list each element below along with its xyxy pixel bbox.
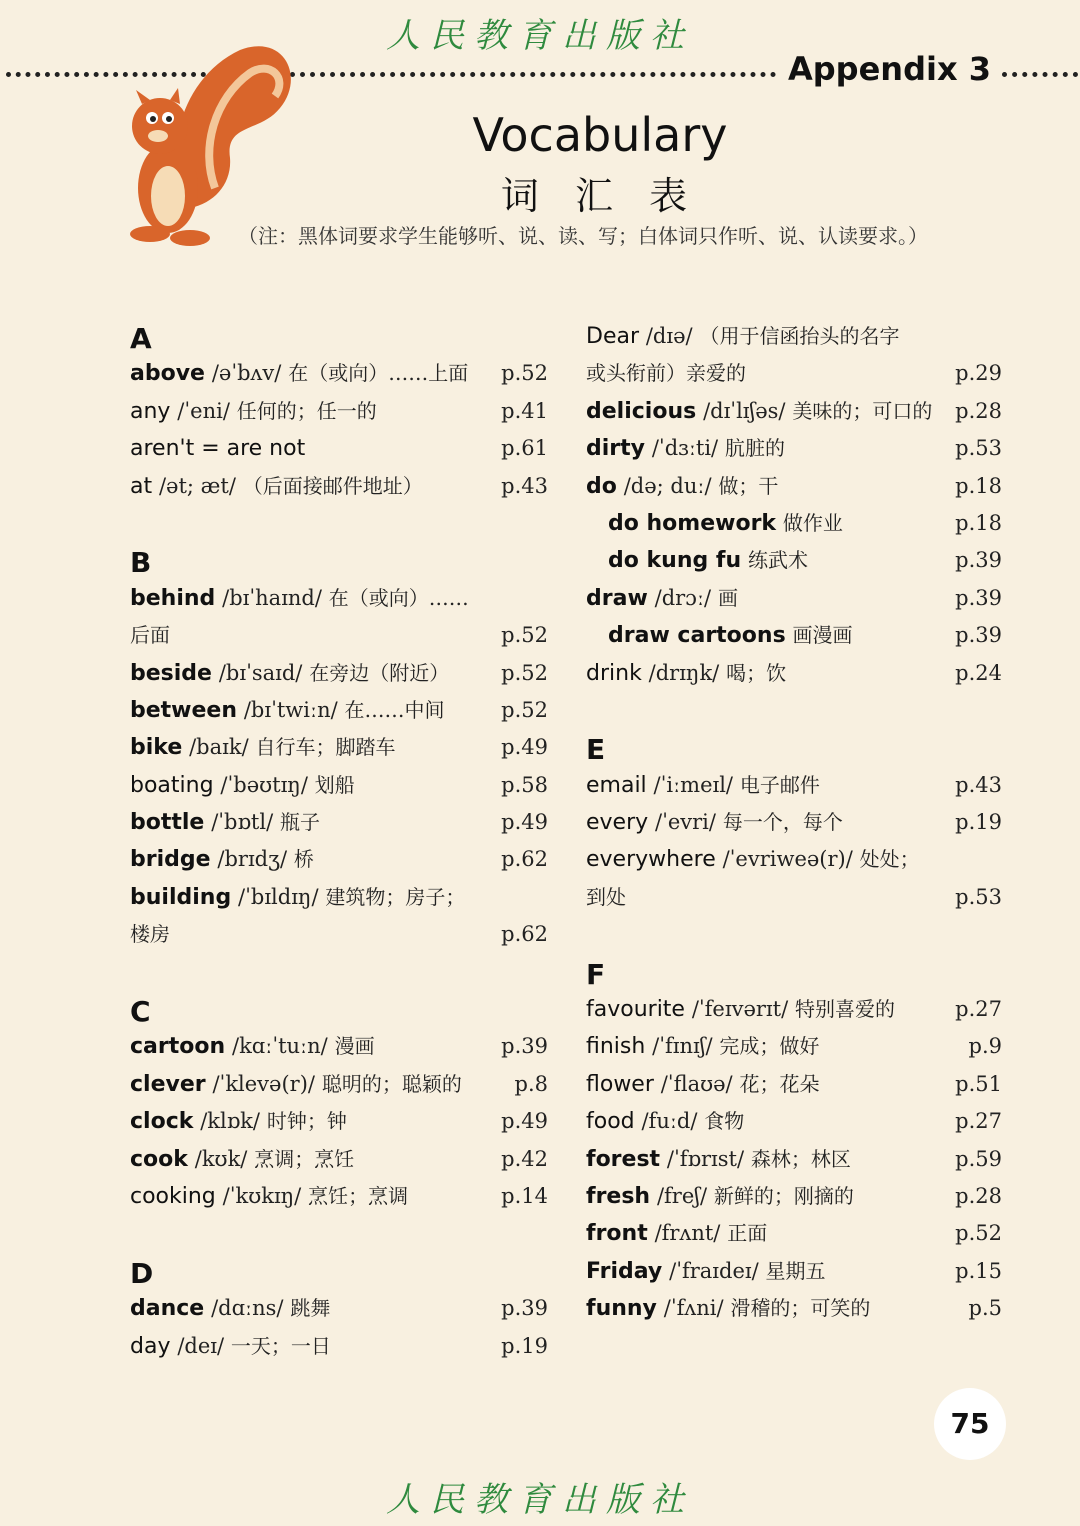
entry-page-ref: p.52 [501,623,548,648]
vocabulary-entry [586,879,1002,916]
vocabulary-entry [130,804,548,841]
entry-pronunciation: /kɑːˈtuːn/ [232,1034,328,1059]
entry-word: favourite [586,997,685,1023]
vocabulary-entry [586,1066,1002,1103]
entry-word: draw cartoons [608,623,786,649]
vocabulary-entry [130,580,548,617]
entry-page-ref: p.39 [955,585,1002,610]
entry-pronunciation: /də; duː/ [623,473,712,498]
entry-meaning: 星期五 [765,1258,826,1283]
vocabulary-entry [130,1103,548,1140]
entry-page-ref: p.14 [501,1183,548,1208]
vocabulary-entry [130,1141,548,1178]
vocabulary-entry [130,1178,548,1215]
vocabulary-entry [586,468,1002,505]
entry-word: flower [586,1071,654,1097]
entry-meaning: 滑稽的；可笑的 [730,1296,871,1321]
entry-page-ref: p.15 [955,1258,1002,1283]
vocabulary-entry [130,1290,548,1327]
vocabulary-entry [130,692,548,729]
entry-pronunciation: /ˈfɪnɪʃ/ [652,1034,713,1059]
entry-pronunciation: /ˈiːmeɪl/ [653,772,734,797]
entry-pronunciation: /freʃ/ [656,1183,708,1208]
entry-pronunciation: /ət; æt/ [158,473,236,498]
entry-page-ref: p.39 [955,548,1002,573]
entry-page-ref: p.49 [501,735,548,760]
entry-meaning: 烹调；烹饪 [254,1146,355,1171]
entry-meaning: 后面 [130,623,170,648]
entry-meaning: 任何的；任一的 [236,398,377,423]
entry-page-ref: p.53 [955,884,1002,909]
entry-pronunciation: /ˈevriweə(r)/ [722,847,853,872]
section-gap [130,1215,548,1252]
entry-page-ref: p.52 [955,1221,1002,1246]
section-letter: D [130,1256,154,1290]
dotted-rule-right [1002,72,1078,77]
section-gap [130,505,548,542]
entry-meaning: 练武术 [747,548,808,573]
entry-word: drink [586,660,642,686]
entry-meaning: 做；干 [718,473,779,498]
entry-word: fresh [586,1183,651,1209]
entry-word: cook [130,1146,188,1172]
entry-pronunciation: /frʌnt/ [654,1221,721,1246]
entry-word: bridge [130,847,211,873]
entry-word: beside [130,660,212,686]
entry-word: cooking [130,1183,216,1209]
entry-word: any [130,398,171,424]
entry-meaning: 自行车；脚踏车 [255,735,396,760]
entry-page-ref: p.43 [501,473,548,498]
entry-pronunciation: /ˈeni/ [177,398,230,423]
section-letter: F [586,957,606,991]
entry-meaning: 处处； [859,847,920,872]
entry-page-ref: p.27 [955,997,1002,1022]
vocabulary-entry [130,841,548,878]
vocabulary-entry [586,355,1002,392]
entry-page-ref: p.39 [955,623,1002,648]
entry-page-ref: p.58 [501,772,548,797]
entry-meaning: 肮脏的 [724,436,785,461]
entry-word: finish [586,1034,646,1060]
entry-word: do kung fu [608,548,742,574]
vocabulary-entry [130,729,548,766]
entry-word: above [130,361,205,387]
entry-pronunciation: /ˈbəʊtɪŋ/ [220,772,308,797]
vocabulary-entry [130,617,548,654]
entry-meaning: （后面接邮件地址） [242,473,423,498]
entry-meaning: 到处 [586,884,626,909]
entry-meaning: 花；花朵 [739,1071,820,1096]
section-letter: A [130,322,152,355]
entry-page-ref: p.9 [968,1034,1002,1059]
entry-pronunciation: /dɪˈlɪʃəs/ [703,398,786,423]
entry-meaning: 桥 [293,847,314,872]
vocabulary-entry [586,655,1002,692]
entry-meaning: 建筑物；房子； [325,884,466,909]
entry-pronunciation: /brɪdʒ/ [217,847,288,872]
entry-word: clever [130,1071,206,1097]
vocabulary-entry [586,1253,1002,1290]
entry-meaning: 时钟；钟 [266,1109,347,1134]
entry-page-ref: p.28 [955,398,1002,423]
entry-word: food [586,1109,635,1135]
entry-pronunciation: /ˈflaʊə/ [660,1071,733,1096]
entry-meaning: 一天；一日 [230,1333,331,1358]
entry-page-ref: p.62 [501,847,548,872]
vocabulary-entry [130,468,548,505]
vocabulary-entry [586,1290,1002,1327]
entry-pronunciation: /ˈfeɪvərɪt/ [691,997,789,1022]
entry-word: Friday [586,1258,663,1284]
entry-meaning: 烹饪；烹调 [308,1183,409,1208]
vocabulary-entry [586,1141,1002,1178]
vocabulary-entry [586,393,1002,430]
page-number: 75 [934,1388,1006,1460]
vocabulary-entry [586,1215,1002,1252]
entry-page-ref: p.18 [955,473,1002,498]
entry-page-ref: p.42 [501,1146,548,1171]
entry-meaning: 特别喜爱的 [794,997,895,1022]
entry-word: draw [586,585,648,611]
entry-meaning: （用于信函抬头的名字 [699,324,900,348]
entry-word: dance [130,1296,205,1322]
vocabulary-entry [130,879,548,916]
entry-meaning: 每一个，每个 [722,810,843,835]
entry-meaning: 森林；林区 [750,1146,851,1171]
entry-page-ref: p.49 [501,1109,548,1134]
vocabulary-entry [586,1178,1002,1215]
entry-pronunciation: /ˈbɒtl/ [211,810,274,835]
entry-meaning: 在（或向）……上面 [288,361,469,386]
section-letter: E [586,733,606,767]
entry-word: everywhere [586,847,716,873]
entry-page-ref: p.19 [955,810,1002,835]
entry-pronunciation: /ˈkʊkɪŋ/ [222,1183,302,1208]
entry-page-ref: p.28 [955,1183,1002,1208]
vocabulary-entry [586,318,1002,355]
vocabulary-entry [586,505,1002,542]
entry-pronunciation: /əˈbʌv/ [211,361,282,386]
page-title: Vocabulary [472,108,728,162]
entry-meaning: 正面 [727,1221,768,1246]
entry-meaning: 美味的；可口的 [792,398,933,423]
entry-pronunciation: /ˈevri/ [655,810,716,835]
entry-meaning: 画漫画 [792,623,853,648]
section-gap [586,692,1002,729]
entry-pronunciation: /drɪŋk/ [648,660,720,685]
entry-meaning: 画 [717,585,738,610]
page-title-chinese: 词 汇 表 [500,174,700,218]
vocabulary-entry [130,655,548,692]
entry-pronunciation: /ˈfɒrɪst/ [666,1146,745,1171]
entry-meaning: 新鲜的；刚摘的 [713,1183,854,1208]
entry-meaning: 做作业 [782,510,843,535]
entry-page-ref: p.5 [968,1296,1002,1321]
entry-word: funny [586,1296,657,1322]
entry-pronunciation: /ˈbɪldɪŋ/ [238,884,319,909]
entry-page-ref: p.27 [955,1109,1002,1134]
vocabulary-entry [586,430,1002,467]
entry-meaning: 在旁边（附近） [309,660,450,685]
entry-page-ref: p.39 [501,1034,548,1059]
entry-page-ref: p.49 [501,810,548,835]
section-gap [586,916,1002,953]
entry-page-ref: p.59 [955,1146,1002,1171]
vocabulary-entry [130,1066,548,1103]
vocabulary-entry [130,1328,548,1365]
entry-meaning: 楼房 [130,922,170,947]
vocabulary-entry [586,617,1002,654]
entry-word: building [130,884,232,910]
entry-word: behind [130,585,216,611]
section-letter: C [130,995,151,1029]
entry-pronunciation: /bɪˈtwiːn/ [243,697,338,722]
entry-meaning: 划船 [314,772,355,797]
entry-pronunciation: /bɪˈhaɪnd/ [222,585,322,610]
entry-meaning: 或头衔前）亲爱的 [586,361,746,386]
entry-pronunciation: /ˈfʌni/ [663,1296,724,1321]
entry-page-ref: p.43 [955,772,1002,797]
entry-pronunciation: /deɪ/ [177,1333,225,1358]
entry-word: day [130,1333,171,1359]
entry-pronunciation: /baɪk/ [189,735,249,760]
section-letter: B [130,546,152,580]
vocabulary-entry [586,1028,1002,1065]
entry-word: clock [130,1109,194,1135]
entry-word: Dear [586,324,640,349]
entry-word: do [586,473,617,499]
entry-page-ref: p.41 [501,398,548,423]
entry-word: dirty [586,436,645,462]
entry-pronunciation: /drɔː/ [654,585,712,610]
entry-page-ref: p.51 [955,1071,1002,1096]
section-gap [130,954,548,991]
entry-meaning: 在（或向）…… [328,585,469,610]
vocabulary-entry [586,841,1002,878]
entry-word: front [586,1221,648,1247]
dotted-rule-middle [290,72,776,77]
entry-meaning: 食物 [704,1109,745,1134]
vocabulary-entry [130,767,548,804]
entry-pronunciation: /ˈfraɪdeɪ/ [669,1258,759,1283]
entry-pronunciation: /dɑːns/ [211,1296,284,1321]
vocabulary-entry [586,580,1002,617]
vocabulary-entry [130,1028,548,1065]
entry-page-ref: p.52 [501,660,548,685]
entry-page-ref: p.8 [514,1071,548,1096]
entry-meaning: 喝；饮 [726,660,787,685]
usage-note: （注：黑体词要求学生能够听、说、读、写；白体词只作听、说、认读要求。） [238,224,928,248]
entry-pronunciation: /dɪə/ [645,324,693,348]
vocabulary-column-left [130,318,548,1365]
publisher-logo-bottom: 人民教育出版社 [386,1480,694,1520]
entry-page-ref: p.39 [501,1296,548,1321]
vocabulary-entry [586,1103,1002,1140]
entry-meaning: 聪明的；聪颖的 [321,1071,462,1096]
entry-word: bottle [130,810,205,836]
entry-pronunciation: /kʊk/ [194,1146,248,1171]
entry-pronunciation: /fuːd/ [641,1109,698,1134]
vocabulary-entry [130,393,548,430]
entry-page-ref: p.62 [501,922,548,947]
vocabulary-entry [130,430,548,467]
entry-pronunciation: /ˈdɜːti/ [651,436,719,461]
entry-word: bike [130,735,183,761]
entry-word: every [586,810,649,836]
vocabulary-entry [586,991,1002,1028]
entry-page-ref: p.61 [501,436,548,461]
entry-pronunciation: /ˈklevə(r)/ [212,1071,315,1096]
entry-meaning: 电子邮件 [739,772,820,797]
vocabulary-entry [586,542,1002,579]
entry-word: cartoon [130,1034,226,1060]
entry-page-ref: p.24 [955,660,1002,685]
entry-meaning: 在……中间 [344,697,445,722]
entry-meaning: 跳舞 [290,1296,331,1321]
vocabulary-entry [130,916,548,953]
entry-word: aren't = are not [130,436,306,462]
entry-word: forest [586,1146,661,1172]
entry-word: do homework [608,510,777,536]
publisher-logo-top: 人民教育出版社 [386,16,694,56]
vocabulary-column-right [586,318,1002,1328]
entry-word: between [130,697,238,723]
entry-word: delicious [586,398,697,424]
entry-word: boating [130,772,214,798]
entry-pronunciation: /klɒk/ [200,1109,260,1134]
entry-page-ref: p.52 [501,697,548,722]
entry-page-ref: p.18 [955,510,1002,535]
entry-page-ref: p.19 [501,1333,548,1358]
entry-page-ref: p.53 [955,436,1002,461]
entry-word: at [130,473,153,499]
entry-page-ref: p.29 [955,361,1002,386]
entry-meaning: 瓶子 [280,810,321,835]
vocabulary-entry [586,804,1002,841]
appendix-label: Appendix 3 [788,50,991,88]
entry-page-ref: p.52 [501,361,548,386]
entry-pronunciation: /bɪˈsaɪd/ [218,660,303,685]
entry-meaning: 完成；做好 [719,1034,820,1059]
entry-meaning: 漫画 [334,1034,375,1059]
vocabulary-entry [586,767,1002,804]
vocabulary-entry [130,355,548,392]
entry-word: email [586,772,647,798]
